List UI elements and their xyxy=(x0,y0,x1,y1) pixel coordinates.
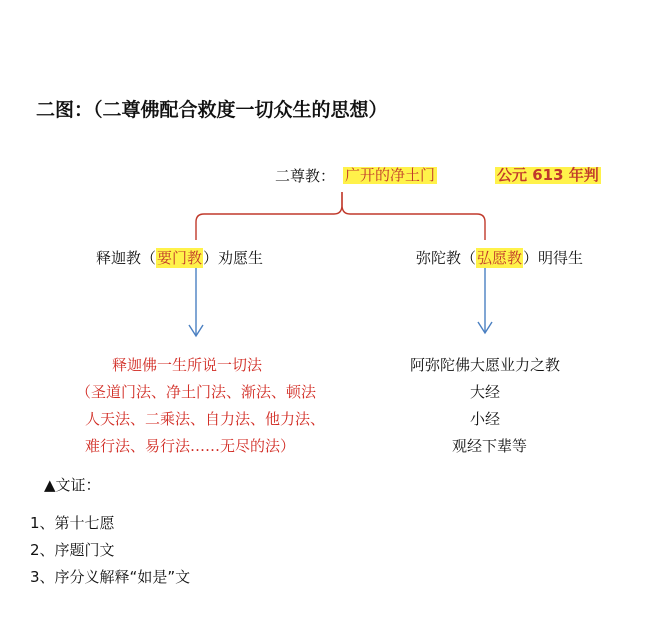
left-line-2: （圣道门法、净土门法、渐法、顿法 xyxy=(76,383,317,401)
evidence-item: 2、序题门文 xyxy=(30,541,115,559)
right-line-4: 观经下辈等 xyxy=(452,437,528,455)
root-label: 二尊教： xyxy=(275,167,336,185)
bracket-right-arm xyxy=(342,192,485,240)
bracket xyxy=(196,192,485,240)
root-highlight: 广开的净土门 xyxy=(345,166,436,184)
right-branch-suffix: ）明得生 xyxy=(523,249,584,267)
evidence-item: 3、序分义解释“如是”文 xyxy=(30,568,191,586)
left-arrow xyxy=(189,268,203,336)
right-line-1: 阿弥陀佛大愿业力之教 xyxy=(410,356,561,374)
right-branch-key: 弘愿教 xyxy=(477,249,523,267)
left-branch-prefix: 释迦教（ xyxy=(96,249,157,267)
left-branch-suffix: ）劝愿生 xyxy=(203,249,264,267)
left-line-1: 释迦佛一生所说一切法 xyxy=(112,356,263,374)
left-line-3: 人天法、二乘法、自力法、他力法、 xyxy=(85,410,326,428)
right-line-3: 小经 xyxy=(470,410,501,428)
bracket-left-arm xyxy=(196,192,342,240)
diagram-title: 二图：（二尊佛配合救度一切众生的思想） xyxy=(36,99,388,121)
right-arrow xyxy=(478,268,492,333)
right-line-2: 大经 xyxy=(470,383,501,401)
evidence-item: 1、第十七愿 xyxy=(30,514,115,532)
left-branch-key: 要门教 xyxy=(157,249,203,267)
root-year: 公元 613 年判 xyxy=(497,166,599,184)
evidence-heading: ▲文证： xyxy=(44,476,101,494)
right-branch-prefix: 弥陀教（ xyxy=(416,249,477,267)
left-branch-label xyxy=(96,251,263,266)
right-branch-label xyxy=(416,251,583,266)
left-line-4: 难行法、易行法……无尽的法） xyxy=(85,437,296,455)
